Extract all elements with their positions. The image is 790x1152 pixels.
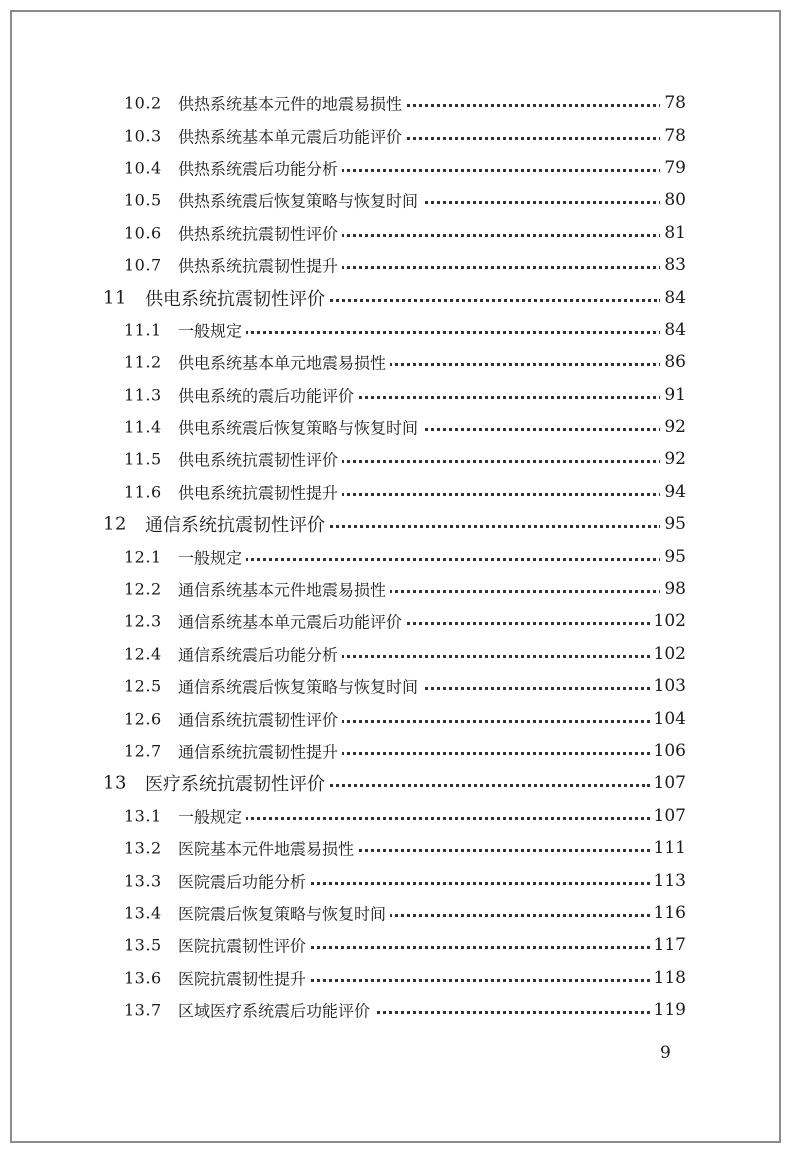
toc-entry-page: 106 — [650, 741, 686, 761]
toc-section-entry[interactable] — [0, 443, 790, 475]
page-number: 9 — [660, 1043, 671, 1063]
toc-entry-number: 12.7 — [124, 741, 162, 761]
toc-entry-number: 10.3 — [124, 126, 162, 146]
toc-section-entry[interactable] — [0, 962, 790, 994]
toc-entry-title: 供热系统震后恢复策略与恢复时间 — [178, 189, 422, 212]
toc-entry-page: 84 — [660, 288, 686, 308]
toc-entry-page: 107 — [650, 773, 686, 793]
toc-section-entry[interactable] — [0, 832, 790, 864]
toc-entry-number: 11.3 — [124, 385, 162, 405]
toc-entry-title: 通信系统基本单元震后功能评价 — [178, 610, 406, 633]
toc-entry-number: 12.4 — [124, 644, 162, 664]
toc-entry-title: 医院基本元件地震易损性 — [178, 837, 358, 860]
toc-section-entry[interactable] — [0, 314, 790, 346]
toc-entry-title: 医院震后功能分析 — [178, 869, 310, 892]
toc-entry-title: 供电系统的震后功能评价 — [178, 383, 358, 406]
toc-entry-number: 11.4 — [124, 417, 162, 437]
toc-section-entry[interactable] — [0, 379, 790, 411]
toc-entry-title: 一般规定 — [178, 545, 246, 568]
toc-dot-leader — [178, 558, 662, 561]
toc-section-entry[interactable] — [0, 540, 790, 572]
toc-entry-title: 供热系统基本单元震后功能评价 — [178, 124, 406, 147]
toc-entry-title: 供电系统震后恢复策略与恢复时间 — [178, 416, 422, 439]
toc-entry-number: 12.1 — [124, 547, 162, 567]
toc-entry-number: 12.3 — [124, 611, 162, 631]
table-of-contents — [0, 87, 790, 1026]
toc-entry-page: 117 — [650, 935, 686, 955]
toc-entry-page: 98 — [660, 579, 686, 599]
toc-entry-number: 12.2 — [124, 579, 162, 599]
toc-entry-title: 一般规定 — [178, 318, 246, 341]
toc-entry-page: 83 — [660, 255, 686, 275]
toc-entry-page: 116 — [650, 903, 686, 923]
toc-entry-number: 13.3 — [124, 871, 162, 891]
toc-entry-title: 通信系统震后功能分析 — [178, 642, 342, 665]
toc-entry-page: 111 — [650, 838, 686, 858]
toc-section-entry[interactable] — [0, 897, 790, 929]
toc-entry-page: 79 — [660, 158, 686, 178]
toc-entry-page: 95 — [660, 514, 686, 534]
toc-dot-leader — [178, 331, 662, 334]
toc-section-entry[interactable] — [0, 476, 790, 508]
toc-entry-number: 12 — [103, 513, 127, 535]
toc-entry-title: 供电系统抗震韧性评价 — [178, 448, 342, 471]
toc-entry-title: 通信系统抗震韧性评价 — [145, 511, 329, 537]
toc-section-entry[interactable] — [0, 152, 790, 184]
toc-entry-page: 104 — [650, 709, 686, 729]
toc-entry-title: 供热系统抗震韧性评价 — [178, 221, 342, 244]
toc-entry-number: 11.2 — [124, 352, 162, 372]
toc-section-entry[interactable] — [0, 184, 790, 216]
toc-entry-page: 81 — [660, 223, 686, 243]
toc-entry-number: 13 — [103, 772, 127, 794]
toc-entry-number: 11.1 — [124, 320, 162, 340]
toc-entry-page: 102 — [650, 644, 686, 664]
toc-entry-page: 119 — [650, 1000, 686, 1020]
toc-entry-number: 10.2 — [124, 93, 162, 113]
toc-entry-page: 113 — [650, 871, 686, 891]
toc-entry-title: 通信系统抗震韧性评价 — [178, 707, 342, 730]
toc-entry-title: 供电系统基本单元地震易损性 — [178, 351, 390, 374]
toc-entry-title: 供热系统震后功能分析 — [178, 156, 342, 179]
toc-entry-title: 通信系统基本元件地震易损性 — [178, 578, 390, 601]
toc-entry-page: 118 — [650, 968, 686, 988]
toc-entry-number: 11.5 — [124, 449, 162, 469]
toc-dot-leader — [178, 817, 650, 820]
toc-entry-number: 12.6 — [124, 709, 162, 729]
toc-entry-title: 医院震后恢复策略与恢复时间 — [178, 901, 390, 924]
toc-entry-title: 供电系统抗震韧性提升 — [178, 480, 342, 503]
toc-entry-title: 供电系统抗震韧性评价 — [145, 285, 329, 311]
toc-section-entry[interactable] — [0, 929, 790, 961]
toc-section-entry[interactable] — [0, 87, 790, 119]
toc-entry-page: 107 — [650, 806, 686, 826]
toc-entry-title: 医院抗震韧性评价 — [178, 934, 310, 957]
toc-entry-number: 13.7 — [124, 1000, 162, 1020]
toc-chapter-entry[interactable] — [0, 767, 790, 799]
toc-entry-page: 92 — [660, 417, 686, 437]
toc-entry-page: 84 — [660, 320, 686, 340]
toc-section-entry[interactable] — [0, 573, 790, 605]
toc-section-entry[interactable] — [0, 735, 790, 767]
toc-entry-number: 12.5 — [124, 676, 162, 696]
toc-entry-number: 13.6 — [124, 968, 162, 988]
toc-entry-number: 11 — [103, 287, 127, 309]
toc-entry-title: 供热系统抗震韧性提升 — [178, 254, 342, 277]
toc-section-entry[interactable] — [0, 119, 790, 151]
toc-section-entry[interactable] — [0, 638, 790, 670]
toc-entry-title: 一般规定 — [178, 804, 246, 827]
toc-entry-title: 医疗系统抗震韧性评价 — [145, 770, 329, 796]
toc-chapter-entry[interactable] — [0, 508, 790, 540]
toc-section-entry[interactable] — [0, 800, 790, 832]
toc-section-entry[interactable] — [0, 217, 790, 249]
toc-entry-number: 13.1 — [124, 806, 162, 826]
toc-entry-number: 10.5 — [124, 190, 162, 210]
toc-section-entry[interactable] — [0, 249, 790, 281]
toc-entry-title: 区域医疗系统震后功能评价 — [178, 999, 374, 1022]
toc-entry-number: 10.6 — [124, 223, 162, 243]
toc-entry-page: 78 — [660, 126, 686, 146]
toc-entry-number: 10.7 — [124, 255, 162, 275]
toc-section-entry[interactable] — [0, 346, 790, 378]
toc-entry-title: 供热系统基本元件的地震易损性 — [178, 92, 406, 115]
toc-entry-page: 103 — [650, 676, 686, 696]
toc-entry-page: 91 — [660, 385, 686, 405]
toc-entry-number: 13.2 — [124, 838, 162, 858]
toc-chapter-entry[interactable] — [0, 281, 790, 313]
toc-entry-number: 11.6 — [124, 482, 162, 502]
toc-entry-title: 医院抗震韧性提升 — [178, 966, 310, 989]
toc-entry-page: 80 — [660, 190, 686, 210]
toc-section-entry[interactable] — [0, 670, 790, 702]
toc-entry-title: 通信系统抗震韧性提升 — [178, 740, 342, 763]
toc-section-entry[interactable] — [0, 702, 790, 734]
toc-entry-title: 通信系统震后恢复策略与恢复时间 — [178, 675, 422, 698]
toc-entry-page: 102 — [650, 611, 686, 631]
toc-entry-page: 78 — [660, 93, 686, 113]
toc-section-entry[interactable] — [0, 605, 790, 637]
toc-section-entry[interactable] — [0, 864, 790, 896]
toc-entry-page: 94 — [660, 482, 686, 502]
toc-section-entry[interactable] — [0, 994, 790, 1026]
toc-section-entry[interactable] — [0, 411, 790, 443]
toc-entry-number: 10.4 — [124, 158, 162, 178]
toc-entry-page: 92 — [660, 449, 686, 469]
toc-entry-number: 13.4 — [124, 903, 162, 923]
toc-entry-page: 86 — [660, 352, 686, 372]
toc-entry-page: 95 — [660, 547, 686, 567]
toc-entry-number: 13.5 — [124, 935, 162, 955]
